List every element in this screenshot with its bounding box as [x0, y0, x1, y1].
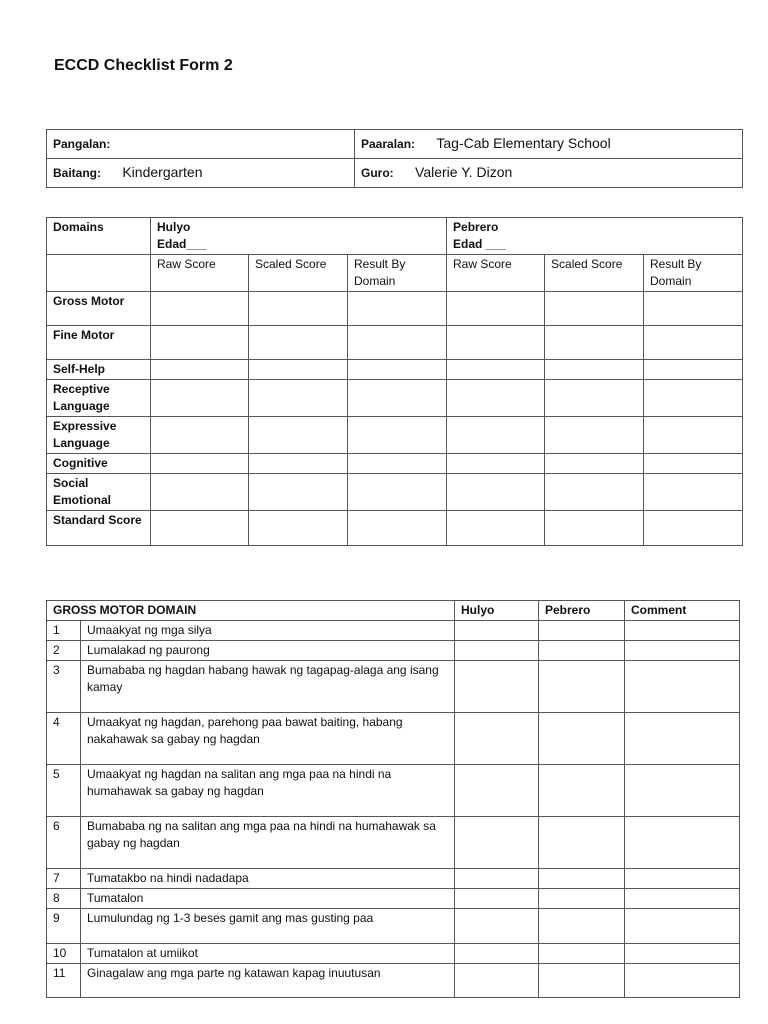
item-text: Lumalakad ng paurong: [81, 641, 455, 661]
table-row: [47, 292, 743, 326]
baitang-value: Kindergarten: [122, 164, 203, 180]
score-cell[interactable]: [151, 360, 249, 380]
score-cell[interactable]: [644, 511, 743, 546]
score-cell[interactable]: [249, 360, 348, 380]
item-text: Bumababa ng na salitan ang mga paa na hindi na humahawak sa gabay ng hagdan: [81, 817, 455, 869]
score-cell[interactable]: [249, 292, 348, 326]
score-cell[interactable]: [151, 380, 249, 417]
col-hulyo: Hulyo: [455, 601, 539, 621]
check-cell[interactable]: [455, 869, 539, 889]
score-cell[interactable]: [249, 511, 348, 546]
score-cell[interactable]: [151, 474, 249, 511]
check-cell[interactable]: [539, 869, 625, 889]
col-pebrero: Pebrero: [539, 601, 625, 621]
score-cell[interactable]: [348, 292, 447, 326]
domain-scores-table: [46, 217, 743, 546]
score-cell[interactable]: [348, 511, 447, 546]
comment-cell[interactable]: [625, 661, 740, 713]
check-cell[interactable]: [455, 713, 539, 765]
score-cell[interactable]: [644, 417, 743, 454]
comment-cell[interactable]: [625, 713, 740, 765]
guro-cell: [355, 159, 743, 188]
period-hulyo-title: Hulyo: [157, 220, 191, 234]
score-cell[interactable]: [644, 326, 743, 360]
check-cell[interactable]: [455, 944, 539, 964]
score-cell[interactable]: [348, 417, 447, 454]
domain-label: Social Emotional: [47, 474, 151, 511]
score-cell[interactable]: [151, 417, 249, 454]
baitang-label: Baitang:: [53, 166, 101, 180]
table-row: [47, 889, 740, 909]
student-info-table: [46, 129, 743, 188]
form-title: ECCD Checklist Form 2: [54, 57, 233, 74]
score-cell[interactable]: [249, 474, 348, 511]
item-number: 2: [47, 641, 81, 661]
score-cell[interactable]: [644, 360, 743, 380]
item-text: Tumatalon at umiikot: [81, 944, 455, 964]
period-pebrero-title: Pebrero: [453, 220, 499, 234]
check-cell[interactable]: [455, 765, 539, 817]
pangalan-label: Pangalan:: [53, 137, 111, 151]
table-row: [47, 360, 743, 380]
item-text: Umaakyat ng hagdan na salitan ang mga paa na hindi na humahawak sa gabay ng hagdan: [81, 765, 455, 817]
check-cell[interactable]: [455, 889, 539, 909]
col-scaled-score: Scaled Score: [545, 255, 644, 292]
comment-cell[interactable]: [625, 817, 740, 869]
check-cell[interactable]: [455, 621, 539, 641]
gross-motor-header: GROSS MOTOR DOMAIN: [47, 601, 455, 621]
item-number: 9: [47, 909, 81, 944]
item-number: 6: [47, 817, 81, 869]
domain-label: Fine Motor: [47, 326, 151, 360]
col-scaled-score: Scaled Score: [249, 255, 348, 292]
score-cell[interactable]: [545, 360, 644, 380]
col-raw-score: Raw Score: [447, 255, 545, 292]
score-cell[interactable]: [249, 454, 348, 474]
check-cell[interactable]: [539, 765, 625, 817]
score-cell[interactable]: [447, 474, 545, 511]
score-cell[interactable]: [545, 326, 644, 360]
table-row: [47, 621, 740, 641]
domains-header: Domains: [47, 218, 151, 255]
score-cell[interactable]: [545, 380, 644, 417]
guro-label: Guro:: [361, 166, 394, 180]
check-cell[interactable]: [455, 661, 539, 713]
item-number: 10: [47, 944, 81, 964]
item-number: 3: [47, 661, 81, 713]
period-pebrero-header: [447, 218, 743, 255]
table-row: [47, 944, 740, 964]
period-hulyo-header: [151, 218, 447, 255]
table-row: [47, 380, 743, 417]
guro-value: Valerie Y. Dizon: [415, 164, 513, 180]
item-text: Umaakyat ng mga silya: [81, 621, 455, 641]
check-cell[interactable]: [539, 621, 625, 641]
item-text: Ginagalaw ang mga parte ng katawan kapag inuutusan: [81, 964, 455, 998]
gross-motor-table: [46, 600, 740, 998]
score-cell[interactable]: [545, 292, 644, 326]
table-row: [47, 454, 743, 474]
period-pebrero-age: Edad ___: [453, 237, 506, 251]
table-row: [47, 326, 743, 360]
table-row: [47, 964, 740, 998]
comment-cell[interactable]: [625, 944, 740, 964]
col-comment: Comment: [625, 601, 740, 621]
check-cell[interactable]: [539, 661, 625, 713]
score-cell[interactable]: [151, 292, 249, 326]
pangalan-cell: [47, 130, 355, 159]
score-cell[interactable]: [447, 511, 545, 546]
score-cell[interactable]: [644, 292, 743, 326]
score-cell[interactable]: [249, 380, 348, 417]
item-number: 5: [47, 765, 81, 817]
check-cell[interactable]: [539, 713, 625, 765]
score-cell[interactable]: [151, 454, 249, 474]
domain-label: Cognitive: [47, 454, 151, 474]
paaralan-label: Paaralan:: [361, 137, 416, 151]
score-cell[interactable]: [447, 380, 545, 417]
comment-cell[interactable]: [625, 641, 740, 661]
item-number: 8: [47, 889, 81, 909]
score-cell[interactable]: [348, 380, 447, 417]
col-result-by-domain: Result By Domain: [644, 255, 743, 292]
score-cell[interactable]: [545, 474, 644, 511]
score-cell[interactable]: [249, 417, 348, 454]
score-cell[interactable]: [447, 326, 545, 360]
item-number: 7: [47, 869, 81, 889]
table-row: [47, 817, 740, 869]
paaralan-cell: [355, 130, 743, 159]
score-cell[interactable]: [348, 326, 447, 360]
table-row: [47, 511, 743, 546]
table-row: [47, 909, 740, 944]
score-cell[interactable]: [348, 360, 447, 380]
domain-label: Receptive Language: [47, 380, 151, 417]
check-cell[interactable]: [539, 889, 625, 909]
domain-label: Standard Score: [47, 511, 151, 546]
domain-label: Expressive Language: [47, 417, 151, 454]
col-result-by-domain: Result By Domain: [348, 255, 447, 292]
score-cell[interactable]: [644, 474, 743, 511]
item-number: 4: [47, 713, 81, 765]
score-cell[interactable]: [249, 326, 348, 360]
score-cell[interactable]: [545, 511, 644, 546]
check-cell[interactable]: [455, 641, 539, 661]
item-text: Umaakyat ng hagdan, parehong paa bawat baiting, habang nakahawak sa gabay ng hagdan: [81, 713, 455, 765]
score-cell[interactable]: [545, 417, 644, 454]
score-cell[interactable]: [151, 326, 249, 360]
comment-cell[interactable]: [625, 889, 740, 909]
item-text: Lumulundag ng 1-3 beses gamit ang mas gusting paa: [81, 909, 455, 944]
item-text: Bumababa ng hagdan habang hawak ng tagapag-alaga ang isang kamay: [81, 661, 455, 713]
score-cell[interactable]: [348, 474, 447, 511]
table-row: [47, 713, 740, 765]
comment-cell[interactable]: [625, 869, 740, 889]
table-row: [47, 641, 740, 661]
col-raw-score: Raw Score: [151, 255, 249, 292]
score-cell[interactable]: [447, 292, 545, 326]
score-cell[interactable]: [348, 454, 447, 474]
score-cell[interactable]: [545, 454, 644, 474]
comment-cell[interactable]: [625, 909, 740, 944]
table-row: [47, 869, 740, 889]
check-cell[interactable]: [455, 817, 539, 869]
comment-cell[interactable]: [625, 765, 740, 817]
score-cell[interactable]: [644, 454, 743, 474]
period-hulyo-age: Edad___: [157, 237, 207, 251]
comment-cell[interactable]: [625, 621, 740, 641]
table-row: [47, 765, 740, 817]
item-number: 1: [47, 621, 81, 641]
paaralan-value: Tag-Cab Elementary School: [436, 135, 611, 151]
score-cell[interactable]: [644, 380, 743, 417]
check-cell[interactable]: [539, 909, 625, 944]
item-text: Tumatakbo na hindi nadadapa: [81, 869, 455, 889]
table-row: [47, 474, 743, 511]
check-cell[interactable]: [539, 944, 625, 964]
check-cell[interactable]: [539, 641, 625, 661]
check-cell[interactable]: [539, 817, 625, 869]
table-row: [47, 417, 743, 454]
comment-cell[interactable]: [625, 964, 740, 998]
score-cell[interactable]: [151, 511, 249, 546]
check-cell[interactable]: [455, 964, 539, 998]
score-cell[interactable]: [447, 360, 545, 380]
domain-label: Gross Motor: [47, 292, 151, 326]
item-number: 11: [47, 964, 81, 998]
check-cell[interactable]: [455, 909, 539, 944]
check-cell[interactable]: [539, 964, 625, 998]
baitang-cell: [47, 159, 355, 188]
score-cell[interactable]: [447, 454, 545, 474]
score-cell[interactable]: [447, 417, 545, 454]
item-text: Tumatalon: [81, 889, 455, 909]
domain-label: Self-Help: [47, 360, 151, 380]
table-row: [47, 661, 740, 713]
empty-cell: [47, 255, 151, 292]
